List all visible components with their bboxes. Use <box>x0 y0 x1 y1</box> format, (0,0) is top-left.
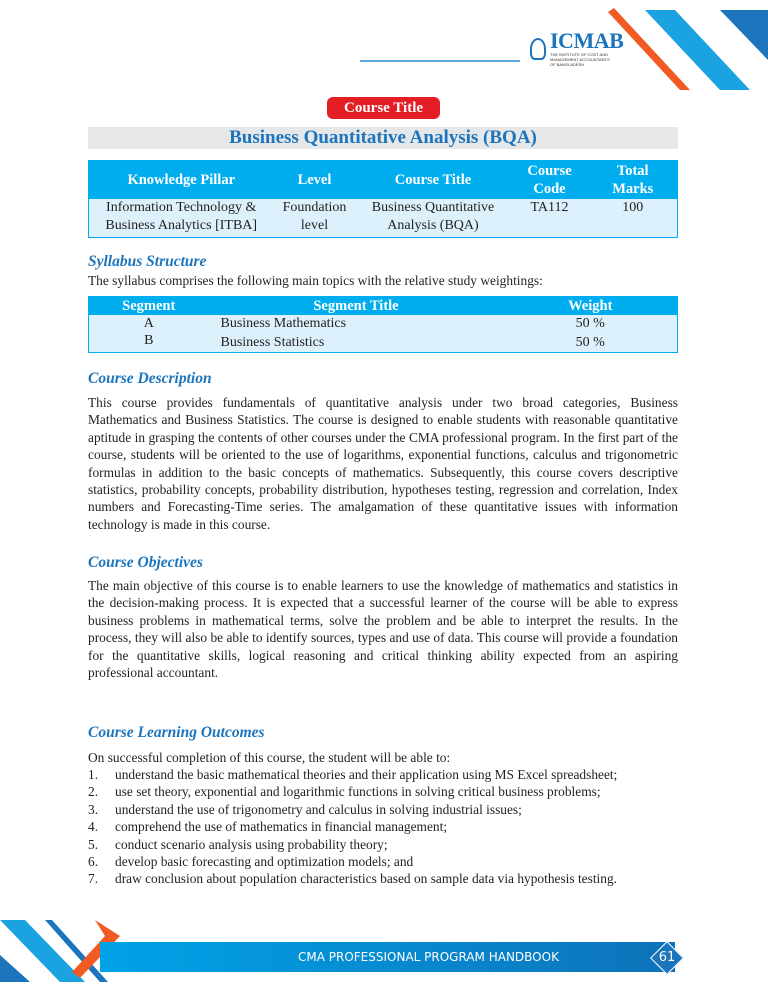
item-number: 7. <box>88 871 99 887</box>
header-weight: Weight <box>504 297 678 316</box>
list-item <box>88 836 678 853</box>
header-course-code: Course Code <box>511 161 589 199</box>
item-number: 2. <box>88 784 99 800</box>
segment-title-cell: Business Mathematics <box>209 315 504 332</box>
list-item <box>88 783 678 800</box>
cell-level: Foundation level <box>274 199 356 238</box>
logo-emblem-icon <box>530 38 546 60</box>
objectives-heading: Course Objectives <box>88 554 203 571</box>
item-number: 4. <box>88 819 99 835</box>
cell-total-marks: 100 <box>589 199 678 238</box>
header-knowledge-pillar: Knowledge Pillar <box>89 161 274 199</box>
segment-cell: A <box>89 315 209 332</box>
list-item <box>88 870 678 887</box>
item-text: understand the use of trigonometry and calculus in solving industrial issues; <box>115 801 522 817</box>
footer-bar <box>100 942 675 972</box>
segment-cell: B <box>89 332 209 353</box>
course-name-heading: Business Quantitative Analysis (BQA) <box>88 127 678 149</box>
icmab-logo <box>530 30 623 67</box>
header-rule <box>360 60 520 62</box>
description-text: This course provides fundamentals of quantitative analysis under two broad categories, Business Mathematics and Business Statistics. The course is designed to enable students with reasonable quantitative aptitude in grasping the contents of other courses under the CMA professional program. In the first part of the course, students will be oriented to the use of logarithms, exponential functions, calculus and trigonometric formulas in addition to the basic concepts of mathematics. Subsequently, this course covers descriptive statistics, probability concepts, probability distribution, hypotheses testing, regression and correlation, Index numbers and Forecasting-Time series. The amalgamation of these quantitative issues with information technology is made in this course. <box>88 395 678 532</box>
cell-course-title: Business Quantitative Analysis (BQA) <box>356 199 511 238</box>
item-number: 6. <box>88 854 99 870</box>
weight-cell: 50 % <box>504 332 678 353</box>
cell-knowledge-pillar: Information Technology & Business Analytics [ITBA] <box>89 199 274 238</box>
cell-course-code: TA112 <box>511 199 589 238</box>
weight-cell: 50 % <box>504 315 678 332</box>
page-number: 61 <box>658 950 676 965</box>
list-item <box>88 818 678 835</box>
outcomes-intro: On successful completion of this course, the student will be able to: <box>88 750 451 765</box>
course-title-badge: Course Title <box>327 97 440 119</box>
item-text: use set theory, exponential and logarithmic functions in solving critical business problems; <box>115 784 601 800</box>
header-segment-title: Segment Title <box>209 297 504 316</box>
header-segment: Segment <box>89 297 209 316</box>
item-text: draw conclusion about population characteristics based on sample data via hypothesis testing. <box>115 871 618 887</box>
course-info-table <box>88 160 678 238</box>
item-text: develop basic forecasting and optimization models; and <box>115 854 414 870</box>
outcomes-heading: Course Learning Outcomes <box>88 724 265 741</box>
segment-title-cell: Business Statistics <box>209 332 504 353</box>
header-total-marks: Total Marks <box>589 161 678 199</box>
item-text: understand the basic mathematical theories and their application using MS Excel spreadsheet; <box>115 767 618 782</box>
objectives-text: The main objective of this course is to enable learners to use the knowledge of mathematics and statistics in the decision-making process. It is expected that a successful learner of the course will be able to express business problems in mathematical terms, solve the problem and be able to interpret the results. In the process, they will also be able to identify sources, types and use of data. This course will provide a foundation for the quantitative skills, logical reasoning and critical thinking ability expected from an aspiring professional accountant. <box>88 578 678 681</box>
item-number: 3. <box>88 801 99 817</box>
list-item <box>88 801 678 818</box>
syllabus-table <box>88 296 678 353</box>
header-course-title: Course Title <box>356 161 511 199</box>
item-text: conduct scenario analysis using probability theory; <box>115 836 388 852</box>
outcomes-list <box>88 766 678 888</box>
syllabus-intro: The syllabus comprises the following main topics with the relative study weightings: <box>88 273 543 288</box>
item-number: 1. <box>88 767 99 782</box>
item-number: 5. <box>88 836 99 852</box>
logo-text: ICMAB <box>550 28 624 53</box>
list-item <box>88 853 678 870</box>
logo-subtext: THE INSTITUTE OF COST AND MANAGEMENT ACCOUNTANTS OF BANGLADESH <box>550 52 610 67</box>
description-heading: Course Description <box>88 370 212 387</box>
header-level: Level <box>274 161 356 199</box>
corner-decoration-top <box>600 0 768 90</box>
list-item <box>88 766 678 783</box>
table-row <box>89 315 678 332</box>
table-row <box>89 332 678 353</box>
item-text: comprehend the use of mathematics in financial management; <box>115 819 448 835</box>
syllabus-heading: Syllabus Structure <box>88 253 207 270</box>
footer-text: CMA PROFESSIONAL PROGRAM HANDBOOK <box>298 950 559 964</box>
